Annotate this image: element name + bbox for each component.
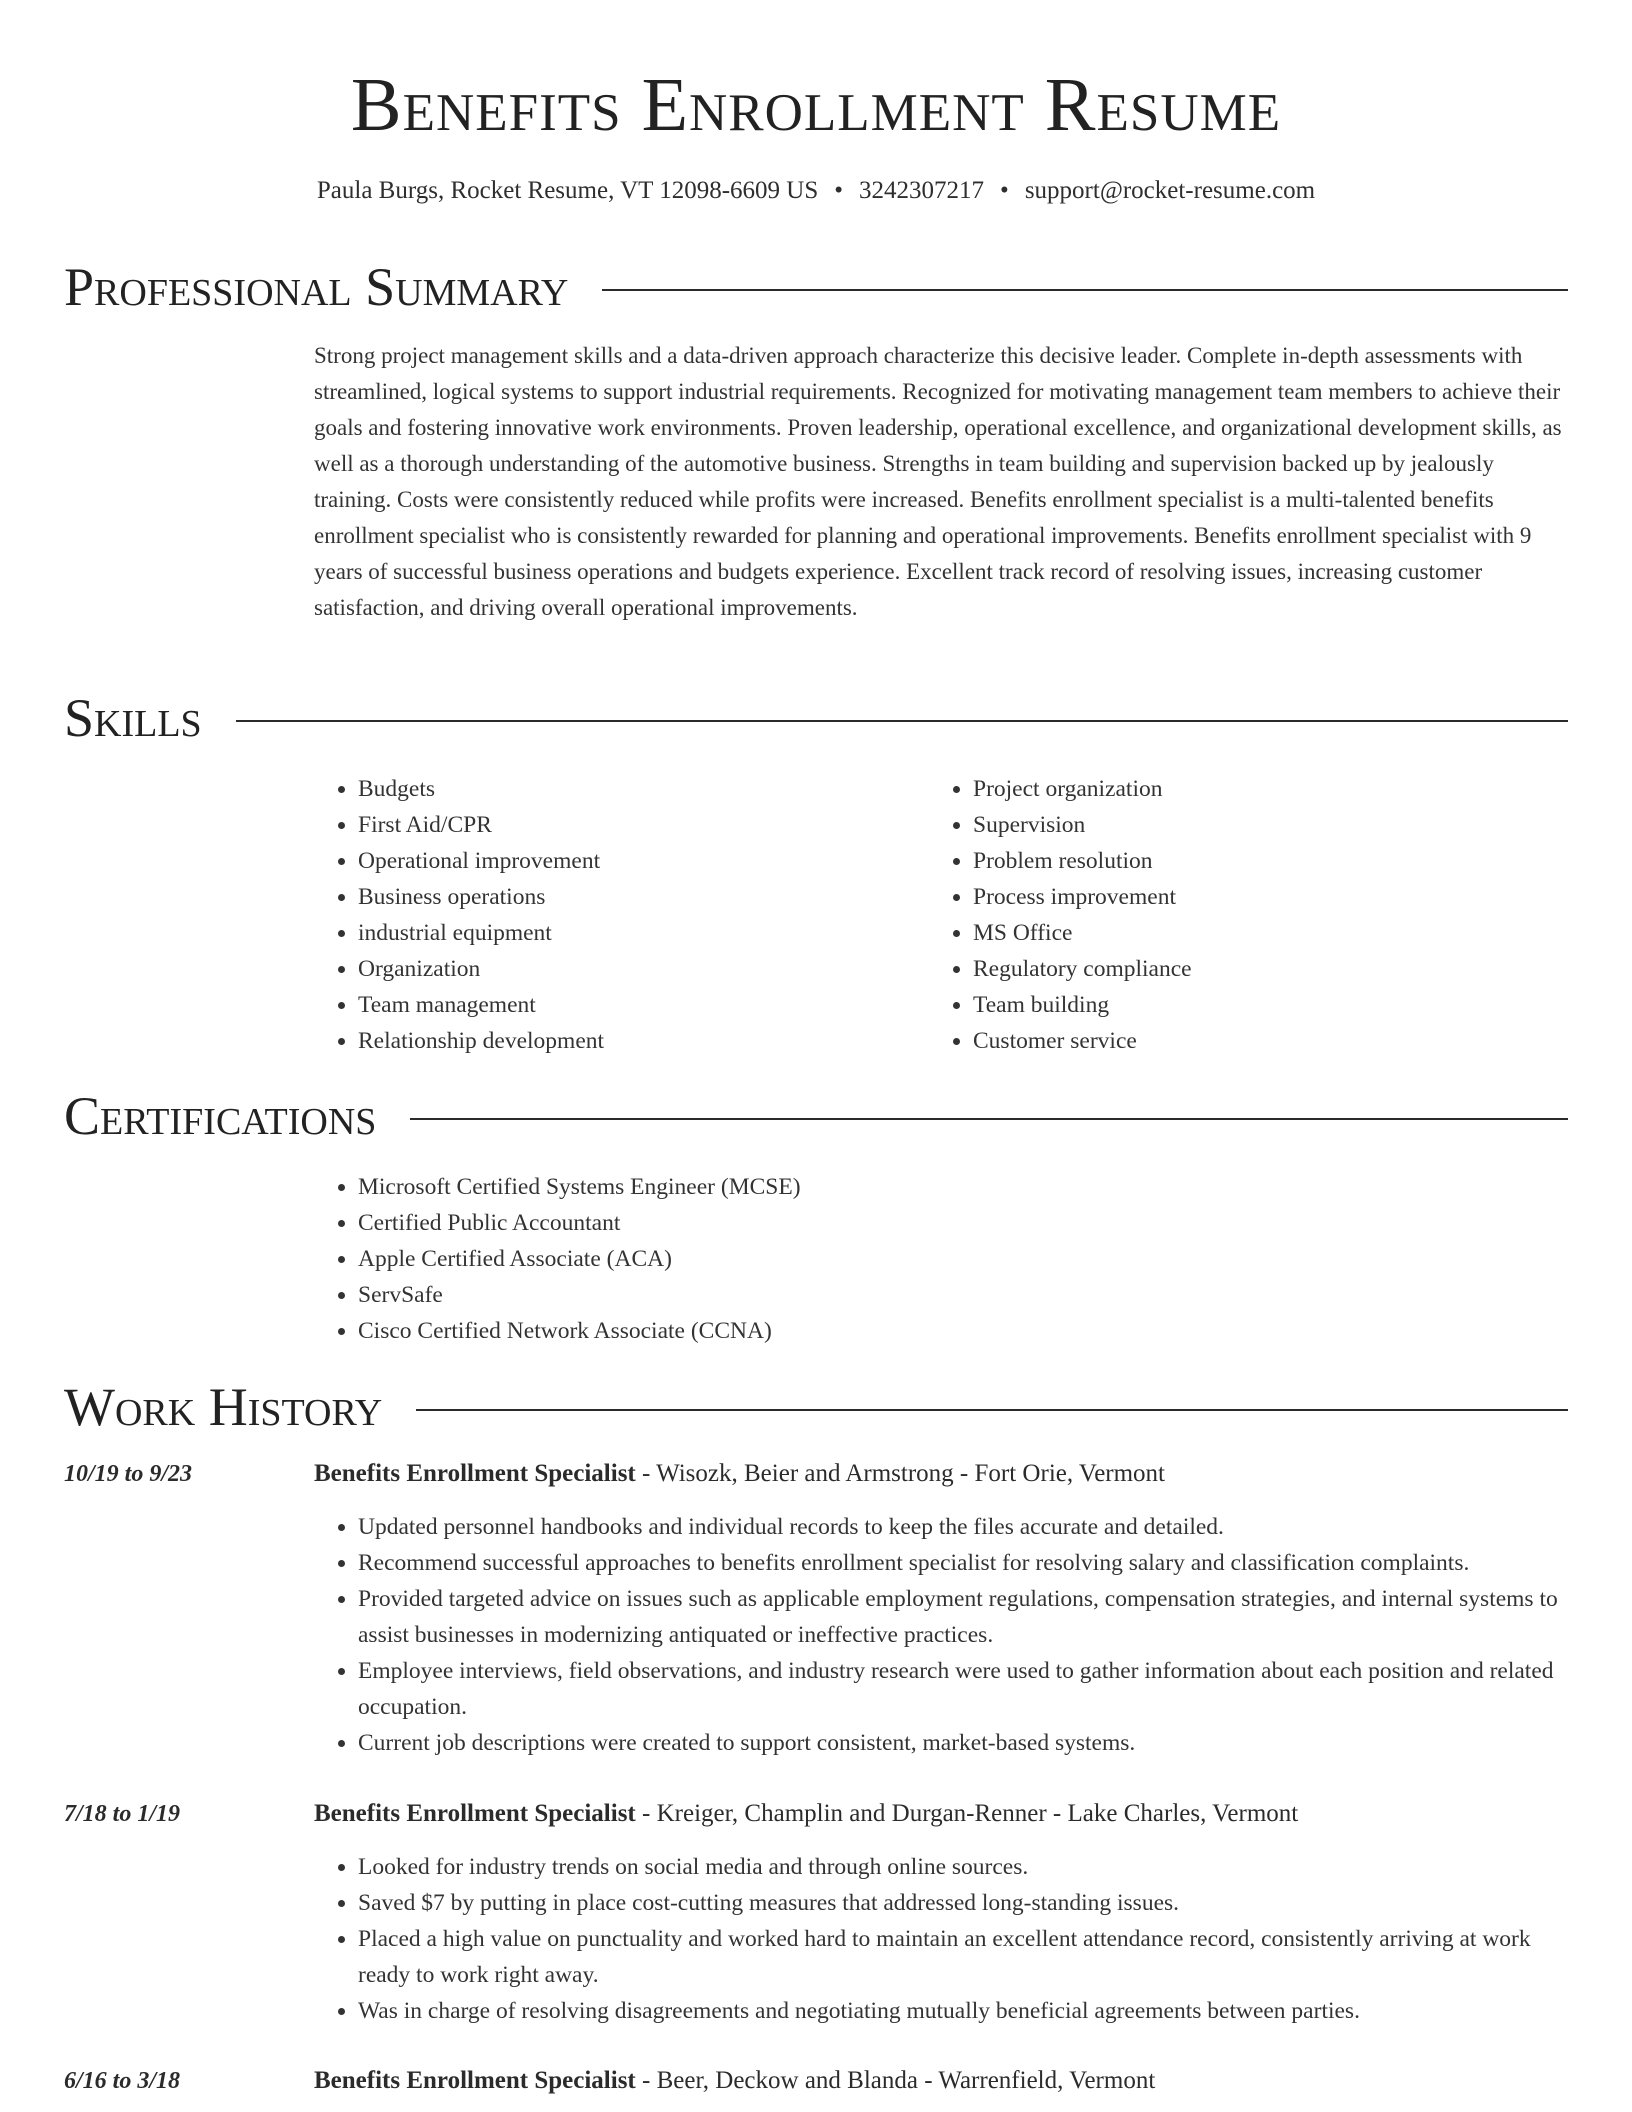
job-duty-item: • Employee interviews, field observations, and industry research were used to gather information about each position and related occupation. bbox=[358, 1653, 1574, 1725]
work-history-heading: Work History bbox=[64, 1377, 383, 1437]
certifications-heading: Certifications bbox=[64, 1086, 377, 1146]
skill-item: • Process improvement bbox=[973, 879, 1569, 915]
job-header bbox=[314, 1457, 1165, 1491]
job-employer: - Kreiger, Champlin and Durgan-Renner - Lake Charles, Vermont bbox=[635, 1800, 1299, 1827]
skills-section-heading bbox=[64, 683, 1568, 753]
job-duties bbox=[314, 1849, 1574, 2029]
work-history-section-heading bbox=[64, 1372, 1568, 1442]
skill-item: • Relationship development bbox=[358, 1023, 894, 1059]
job-role: Benefits Enrollment Specialist bbox=[314, 1800, 636, 1827]
resume-title: Benefits Enrollment Resume bbox=[350, 63, 1282, 147]
skill-item: • Regulatory compliance bbox=[973, 951, 1569, 987]
skill-item: • Team management bbox=[358, 987, 894, 1023]
certifications-section-heading bbox=[64, 1081, 1568, 1151]
summary-text: Strong project management skills and a data-driven approach characterize this decisive leader. Complete in-depth assessments with streamlined, logical systems to support industrial requirements. Recognized for motivating management team members to achieve their goals and fostering innovative work environments. Proven leadership, operational excellence, and organizational development skills, as well as a thorough understanding of the automotive business. Strengths in team building and supervision backed up by jealously training. Costs were consistently reduced while profits were increased. Benefits enrollment specialist is a multi-talented benefits enrollment specialist who is consistently rewarded for planning and operational improvements. Benefits enrollment specialist with 9 years of successful business operations and budgets experience. Excellent track record of resolving issues, increasing customer satisfaction, and driving overall operational improvements. bbox=[314, 343, 1562, 620]
skill-item: • Budgets bbox=[358, 771, 894, 807]
contact-separator: • bbox=[1000, 177, 1009, 204]
contact-address: Paula Burgs, Rocket Resume, VT 12098-6609 US bbox=[316, 177, 819, 204]
skill-item: • Project organization bbox=[973, 771, 1569, 807]
job-employer: - Wisozk, Beier and Armstrong - Fort Orie, Vermont bbox=[635, 1460, 1166, 1487]
job-employer: - Beer, Deckow and Blanda - Warrenfield, Vermont bbox=[635, 2067, 1156, 2094]
skill-item: • MS Office bbox=[973, 915, 1569, 951]
job-duty-item: • Looked for industry trends on social media and through online sources. bbox=[358, 1849, 1574, 1885]
job-duty-item: • Current job descriptions were created to support consistent, market-based systems. bbox=[358, 1725, 1574, 1761]
job-role: Benefits Enrollment Specialist bbox=[314, 2067, 636, 2094]
skills-list-left bbox=[314, 771, 894, 1059]
skill-item: • Organization bbox=[358, 951, 894, 987]
certifications-list bbox=[314, 1169, 1574, 1349]
contact-separator: • bbox=[834, 177, 844, 204]
job-dates: 7/18 to 1/19 bbox=[64, 1801, 181, 1827]
certification-item: • Cisco Certified Network Associate (CCNA) bbox=[358, 1313, 1574, 1349]
job-duty-item: • Provided targeted advice on issues such as applicable employment regulations, compensation strategies, and internal systems to assist businesses in modernizing antiquated or ineffective practices. bbox=[358, 1581, 1574, 1653]
skill-item: • Problem resolution bbox=[973, 843, 1569, 879]
section-divider bbox=[236, 720, 1568, 722]
job-header bbox=[314, 2064, 1155, 2098]
job-duty-item: • Was in charge of resolving disagreements and negotiating mutually beneficial agreements between parties. bbox=[358, 1993, 1574, 2029]
skill-item: • Customer service bbox=[973, 1023, 1569, 1059]
section-divider bbox=[410, 1118, 1568, 1120]
job-dates: 10/19 to 9/23 bbox=[64, 1461, 193, 1487]
job-duty-item: • Saved $7 by putting in place cost-cutting measures that addressed long-standing issues. bbox=[358, 1885, 1574, 1921]
certification-item: • Apple Certified Associate (ACA) bbox=[358, 1241, 1574, 1277]
contact-phone: 3242307217 bbox=[859, 177, 985, 204]
certification-item: • Certified Public Accountant bbox=[358, 1205, 1574, 1241]
contact-line bbox=[0, 175, 1632, 207]
contact-email: support@rocket-resume.com bbox=[1024, 177, 1316, 204]
section-divider bbox=[602, 289, 1568, 291]
skills-list-right bbox=[929, 771, 1569, 1059]
skill-item: • Supervision bbox=[973, 807, 1569, 843]
section-divider bbox=[416, 1409, 1568, 1411]
skill-item: • Operational improvement bbox=[358, 843, 894, 879]
summary-heading: Professional Summary bbox=[64, 257, 569, 317]
certification-item: • Microsoft Certified Systems Engineer (MCSE) bbox=[358, 1169, 1574, 1205]
skill-item: • First Aid/CPR bbox=[358, 807, 894, 843]
skills-heading: Skills bbox=[64, 688, 202, 748]
certification-item: • ServSafe bbox=[358, 1277, 1574, 1313]
job-duty-item: • Recommend successful approaches to benefits enrollment specialist for resolving salary and classification complaints. bbox=[358, 1545, 1574, 1581]
job-role: Benefits Enrollment Specialist bbox=[314, 1460, 636, 1487]
skill-item: • Team building bbox=[973, 987, 1569, 1023]
skill-item: • Business operations bbox=[358, 879, 894, 915]
summary-section-heading bbox=[64, 252, 1568, 322]
skill-item: • industrial equipment bbox=[358, 915, 894, 951]
job-header bbox=[314, 1797, 1298, 1831]
job-dates: 6/16 to 3/18 bbox=[64, 2068, 181, 2094]
job-duty-item: • Updated personnel handbooks and individual records to keep the files accurate and detailed. bbox=[358, 1509, 1574, 1545]
job-duties bbox=[314, 1509, 1574, 1761]
job-duty-item: • Placed a high value on punctuality and worked hard to maintain an excellent attendance record, consistently arriving at work ready to work right away. bbox=[358, 1921, 1574, 1993]
